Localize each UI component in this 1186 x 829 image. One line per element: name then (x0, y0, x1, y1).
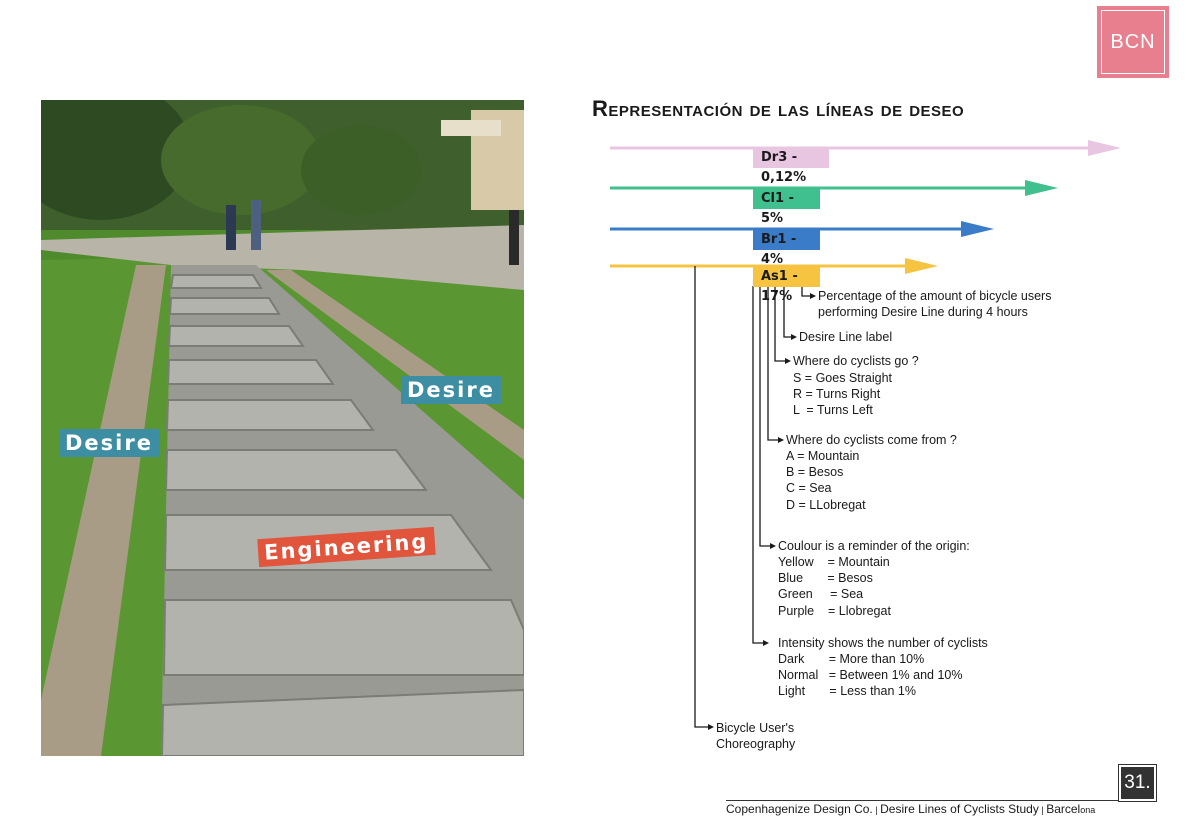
label-box-as1: As1 - 17% (753, 267, 820, 287)
engineering-label: Engineering (257, 527, 435, 567)
bcn-logo-text: BCN (1101, 10, 1165, 74)
legend-label: Desire Line label (799, 330, 893, 344)
legend-where-from-title: Where do cyclists come from ? (786, 433, 957, 447)
legend-intensity-items: Dark = More than 10% Normal = Between 1% and 10% Light = Less than 1% (778, 652, 963, 699)
label-box-dr3: Dr3 - 0,12% (753, 148, 829, 168)
desire-label-right: Desire (401, 376, 501, 404)
label-box-br1: Br1 - 4% (753, 230, 820, 250)
footer-sep-2: | (1038, 805, 1047, 815)
legend-colour-items: Yellow = Mountain Blue = Besos Green = Sea Purple = Llobregat (778, 555, 891, 618)
label-box-cl1: Cl1 - 5% (753, 189, 820, 209)
footer-city-main: Barcel (1046, 802, 1081, 816)
page-title: Representación de las líneas de deseo (592, 96, 965, 121)
legend-colour-title: Coulour is a reminder of the origin: (778, 539, 970, 553)
arrowhead-dr3 (1088, 140, 1121, 156)
arrowhead-br1 (961, 221, 994, 237)
legend-where-go-title: Where do cyclists go ? (793, 354, 919, 368)
desire-label-left: Desire (59, 429, 159, 457)
footer-org: Copenhagenize Design Co. (726, 802, 873, 816)
legend-where-from-items: A = Mountain B = Besos C = Sea D = LLobregat (786, 449, 866, 512)
legend-intensity-title: Intensity shows the number of cyclists (778, 636, 988, 650)
legend-where-go-items: S = Goes Straight R = Turns Right L = Turns Left (793, 371, 893, 418)
page-number: 31. (1119, 765, 1156, 801)
footer-study: Desire Lines of Cyclists Study (880, 802, 1039, 816)
footer-city-tail: ona (1080, 805, 1096, 815)
desire-line-arrows (610, 140, 1121, 274)
legend-percentage: Percentage of the amount of bicycle users performing Desire Line during 4 hours (818, 289, 1052, 320)
footer-sep-1: | (872, 805, 881, 815)
footer-rule (726, 800, 1118, 801)
footer (726, 802, 1095, 816)
legend-choreography: Bicycle User's Choreography (716, 721, 796, 752)
arrowhead-as1 (905, 258, 938, 274)
arrowhead-cl1 (1025, 180, 1058, 196)
